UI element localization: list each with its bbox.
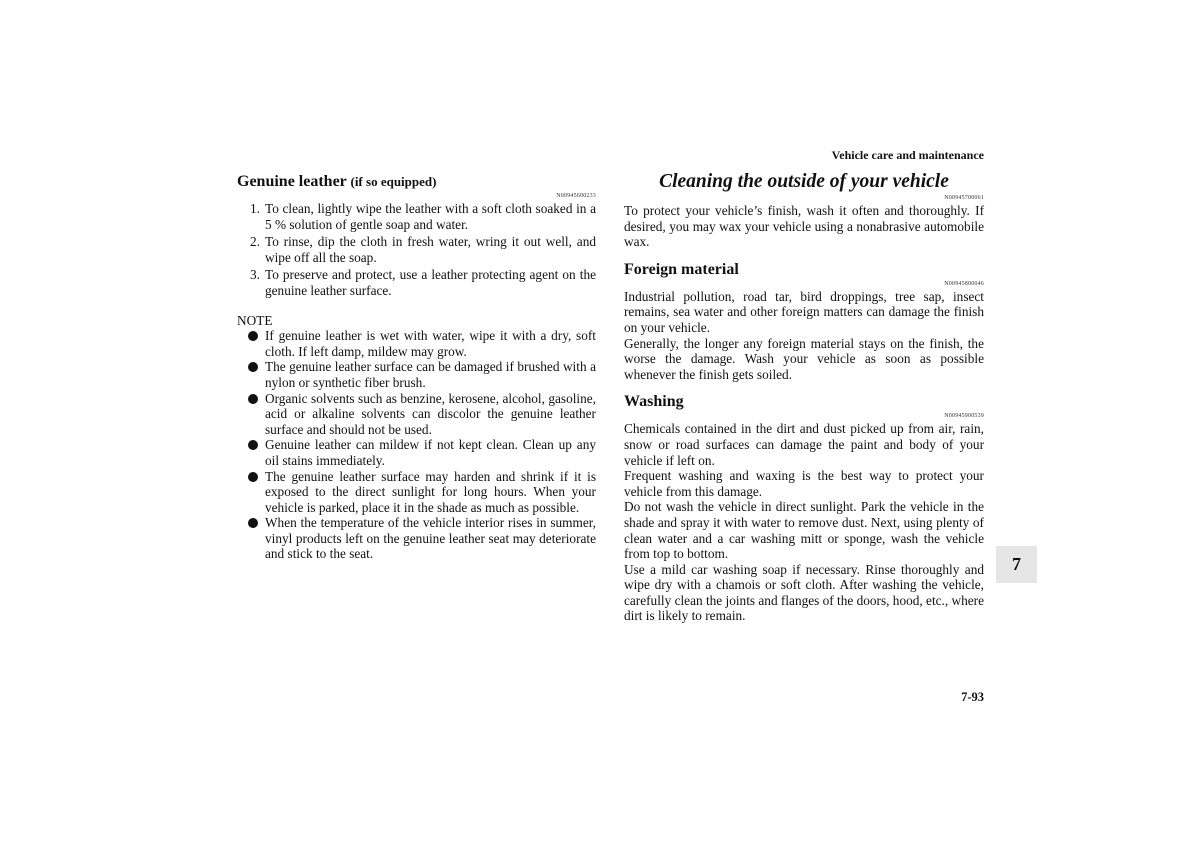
step-text: To rinse, dip the cloth in fresh water, wring it out well, and wipe off all the soap. [265, 234, 596, 265]
bullet-icon [248, 394, 258, 404]
section-header: Vehicle care and maintenance [831, 148, 984, 162]
genuine-leather-heading [237, 172, 596, 192]
bullet-icon [248, 472, 258, 482]
bullet-icon [248, 518, 258, 528]
section-title: Cleaning the outside of your vehicle [659, 171, 949, 192]
note-label: NOTE [237, 312, 273, 328]
note-item [237, 328, 596, 359]
note-item [237, 469, 596, 516]
step-item [237, 267, 596, 298]
foreign-material-heading: Foreign material [624, 260, 739, 278]
note-text: If genuine leather is wet with water, wipe it with a dry, soft cloth. If left damp, mildew may grow. [265, 328, 596, 359]
note-text: When the temperature of the vehicle interior rises in summer, vinyl products left on the genuine leather seat may deteriorate and stick to the seat. [265, 515, 596, 562]
note-text: Genuine leather can mildew if not kept clean. Clean up any oil stains immediately. [265, 437, 596, 468]
reference-code: N00945600233 [556, 193, 596, 199]
note-item [237, 437, 596, 468]
step-number: 3. [250, 267, 260, 283]
note-text: The genuine leather surface can be damaged if brushed with a nylon or synthetic fiber brush. [265, 359, 596, 390]
bullet-icon [248, 331, 258, 341]
genuine-leather-section [237, 172, 596, 562]
page-number: 7-93 [961, 690, 984, 704]
washing-paragraph: Frequent washing and waxing is the best way to protect your vehicle from this damage. [624, 468, 984, 499]
note-text: The genuine leather surface may harden and shrink if it is exposed to the direct sunlight for long hours. When your vehicle is parked, place it in the shade as much as possible. [265, 468, 596, 515]
step-text: To preserve and protect, use a leather protecting agent on the genuine leather surface. [265, 267, 596, 298]
note-list [237, 328, 596, 562]
cleaning-steps [237, 201, 596, 299]
step-number: 1. [250, 201, 260, 216]
step-item [237, 201, 596, 232]
heading-suffix: (if so equipped) [350, 174, 437, 189]
cleaning-outside-section [624, 170, 984, 624]
step-text: To clean, lightly wipe the leather with a soft cloth soaked in a 5 % solution of gentle soap and water. [265, 201, 596, 232]
foreign-paragraph: Generally, the longer any foreign material stays on the finish, the worse the damage. Wash your vehicle as soon as possible whenever the finish gets soiled. [624, 335, 984, 382]
washing-heading: Washing [624, 393, 684, 411]
intro-paragraph: To protect your vehicle’s finish, wash it often and thoroughly. If desired, you may wax your vehicle using a nonabrasive automobile wax. [624, 203, 984, 250]
foreign-paragraph: Industrial pollution, road tar, bird droppings, tree sap, insect remains, sea water and other foreign matters can damage the finish on your vehicle. [624, 288, 984, 335]
bullet-icon [248, 362, 258, 372]
reference-code: N00945700061 [944, 195, 984, 201]
note-item [237, 391, 596, 438]
washing-paragraph: Chemicals contained in the dirt and dust picked up from air, rain, snow or road surfaces can damage the paint and body of your vehicle if left on. [624, 421, 984, 468]
chapter-tab: 7 [996, 546, 1037, 583]
bullet-icon [248, 440, 258, 450]
reference-code: N00945800046 [944, 280, 984, 287]
washing-paragraph: Do not wash the vehicle in direct sunlight. Park the vehicle in the shade and spray it with water to remove dust. Next, using plenty of clean water and a car washing mitt or sponge, wash the vehicle from top to bottom. [624, 499, 984, 562]
note-text: Organic solvents such as benzine, kerosene, alcohol, gasoline, acid or alkaline solvents can discolor the genuine leather surface and should not be used. [265, 390, 596, 437]
washing-paragraph: Use a mild car washing soap if necessary. Rinse thoroughly and wipe dry with a chamois or soft cloth. After washing the vehicle, carefully clean the joints and flanges of the doors, hood, etc., where dirt is likely to remain. [624, 561, 984, 624]
step-item [237, 234, 596, 265]
note-item [237, 359, 596, 390]
note-item [237, 515, 596, 562]
heading-text: Genuine leather [237, 173, 347, 190]
step-number: 2. [250, 234, 260, 250]
reference-code: N00945900539 [944, 413, 984, 420]
